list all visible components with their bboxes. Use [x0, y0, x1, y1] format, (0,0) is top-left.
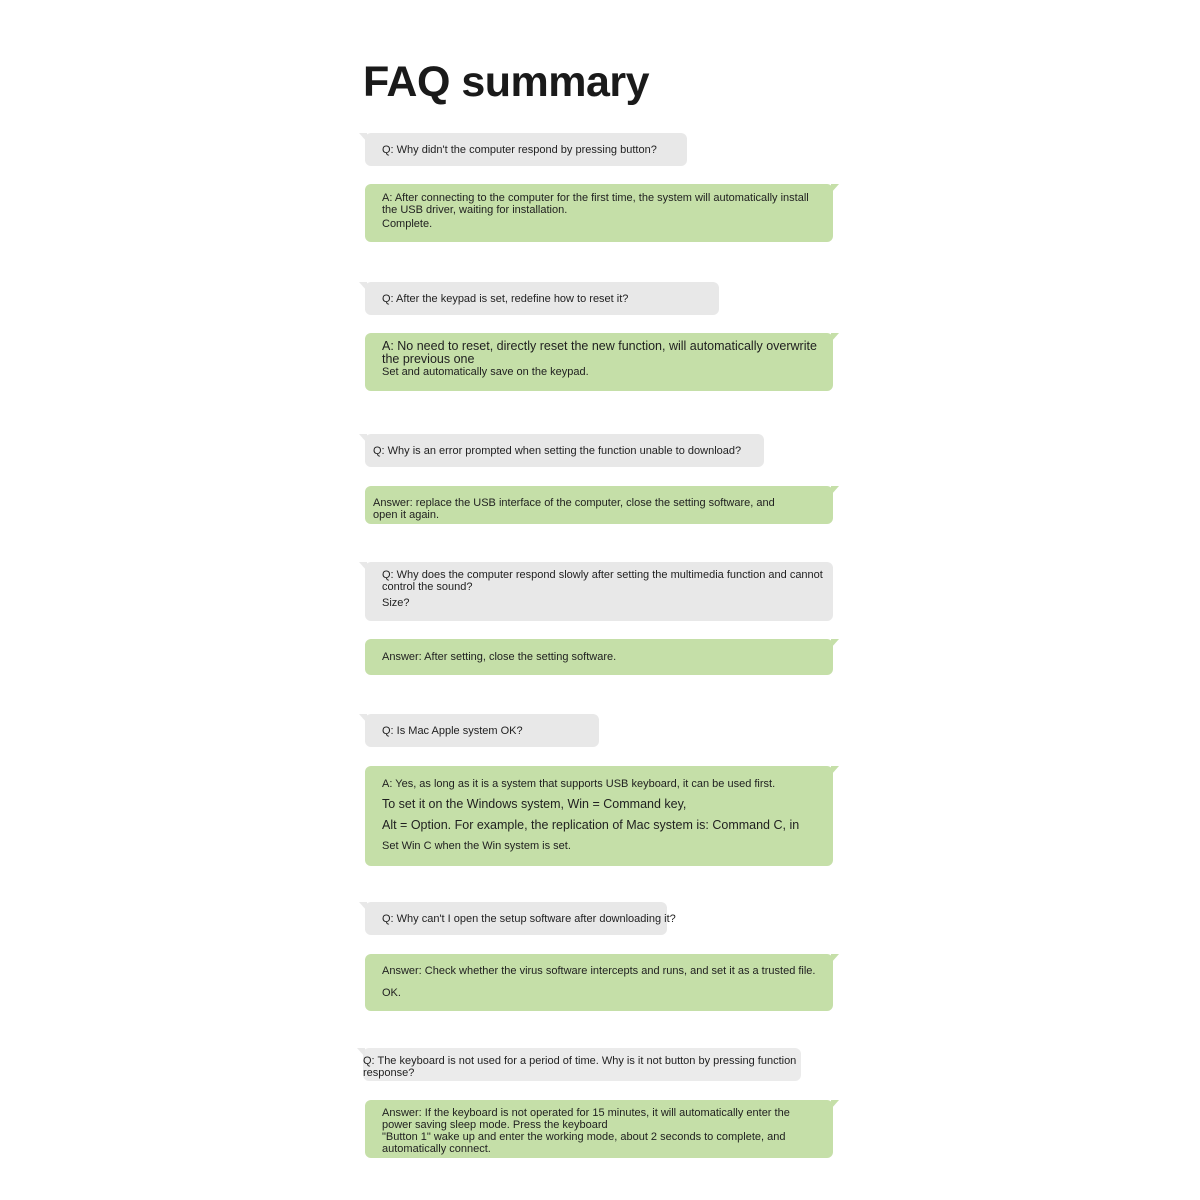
answer-text: open it again.: [373, 509, 440, 521]
answer-text: Complete.: [382, 218, 433, 230]
answer-text: OK.: [382, 987, 401, 999]
answer-bubble: [365, 639, 833, 675]
question-bubble: [365, 714, 599, 747]
question-text: Size?: [382, 597, 410, 609]
question-bubble: [365, 434, 764, 467]
page-title: FAQ summary: [363, 58, 650, 106]
answer-bubble: [365, 954, 833, 1011]
answer-text: "Button 1" wake up and enter the working mode, about 2 seconds to complete, and: [382, 1131, 786, 1143]
question-text: Q: Why does the computer respond slowly after setting the multimedia function and cannot: [382, 569, 823, 581]
answer-bubble: [365, 486, 833, 524]
question-bubble: [365, 902, 676, 935]
answer-bubble: [365, 766, 833, 866]
answer-text: the previous one: [382, 352, 475, 366]
answer-text: A: After connecting to the computer for the first time, the system will automatically install: [382, 192, 809, 204]
question-text: Q: After the keypad is set, redefine how to reset it?: [382, 293, 629, 305]
answer-text: Answer: Check whether the virus software intercepts and runs, and set it as a trusted file.: [382, 965, 816, 977]
answer-text: automatically connect.: [382, 1143, 491, 1155]
answer-bubble: [365, 184, 833, 242]
answer-text: A: No need to reset, directly reset the new function, will automatically overwrite: [382, 339, 817, 353]
question-text: Q: Why is an error prompted when setting the function unable to download?: [373, 445, 742, 457]
question-bubble: [363, 1048, 801, 1081]
question-text: Q: Is Mac Apple system OK?: [382, 725, 523, 737]
answer-bubble: [365, 333, 833, 391]
question-text: Q: Why can't I open the setup software after downloading it?: [382, 913, 676, 925]
answer-text: Answer: If the keyboard is not operated for 15 minutes, it will automatically enter the: [382, 1107, 790, 1119]
question-bubble: [365, 133, 687, 166]
question-text: response?: [363, 1067, 415, 1079]
answer-text: Alt = Option. For example, the replication of Mac system is: Command C, in: [382, 818, 800, 832]
question-bubble: [365, 562, 833, 621]
question-text: Q: The keyboard is not used for a period of time. Why is it not button by pressing function: [363, 1055, 797, 1067]
question-text: control the sound?: [382, 581, 473, 593]
answer-bubble: [365, 1100, 833, 1158]
answer-text: Set Win C when the Win system is set.: [382, 840, 571, 852]
question-text: Q: Why didn't the computer respond by pressing button?: [382, 144, 657, 156]
answer-text: A: Yes, as long as it is a system that supports USB keyboard, it can be used first.: [382, 778, 776, 790]
answer-text: the USB driver, waiting for installation.: [382, 204, 568, 216]
answer-text: Answer: After setting, close the setting software.: [382, 651, 617, 663]
answer-text: To set it on the Windows system, Win = Command key,: [382, 797, 687, 811]
answer-text: Set and automatically save on the keypad.: [382, 366, 589, 378]
answer-text: Answer: replace the USB interface of the computer, close the setting software, and: [373, 497, 775, 509]
question-bubble: [365, 282, 719, 315]
answer-text: power saving sleep mode. Press the keyboard: [382, 1119, 608, 1131]
